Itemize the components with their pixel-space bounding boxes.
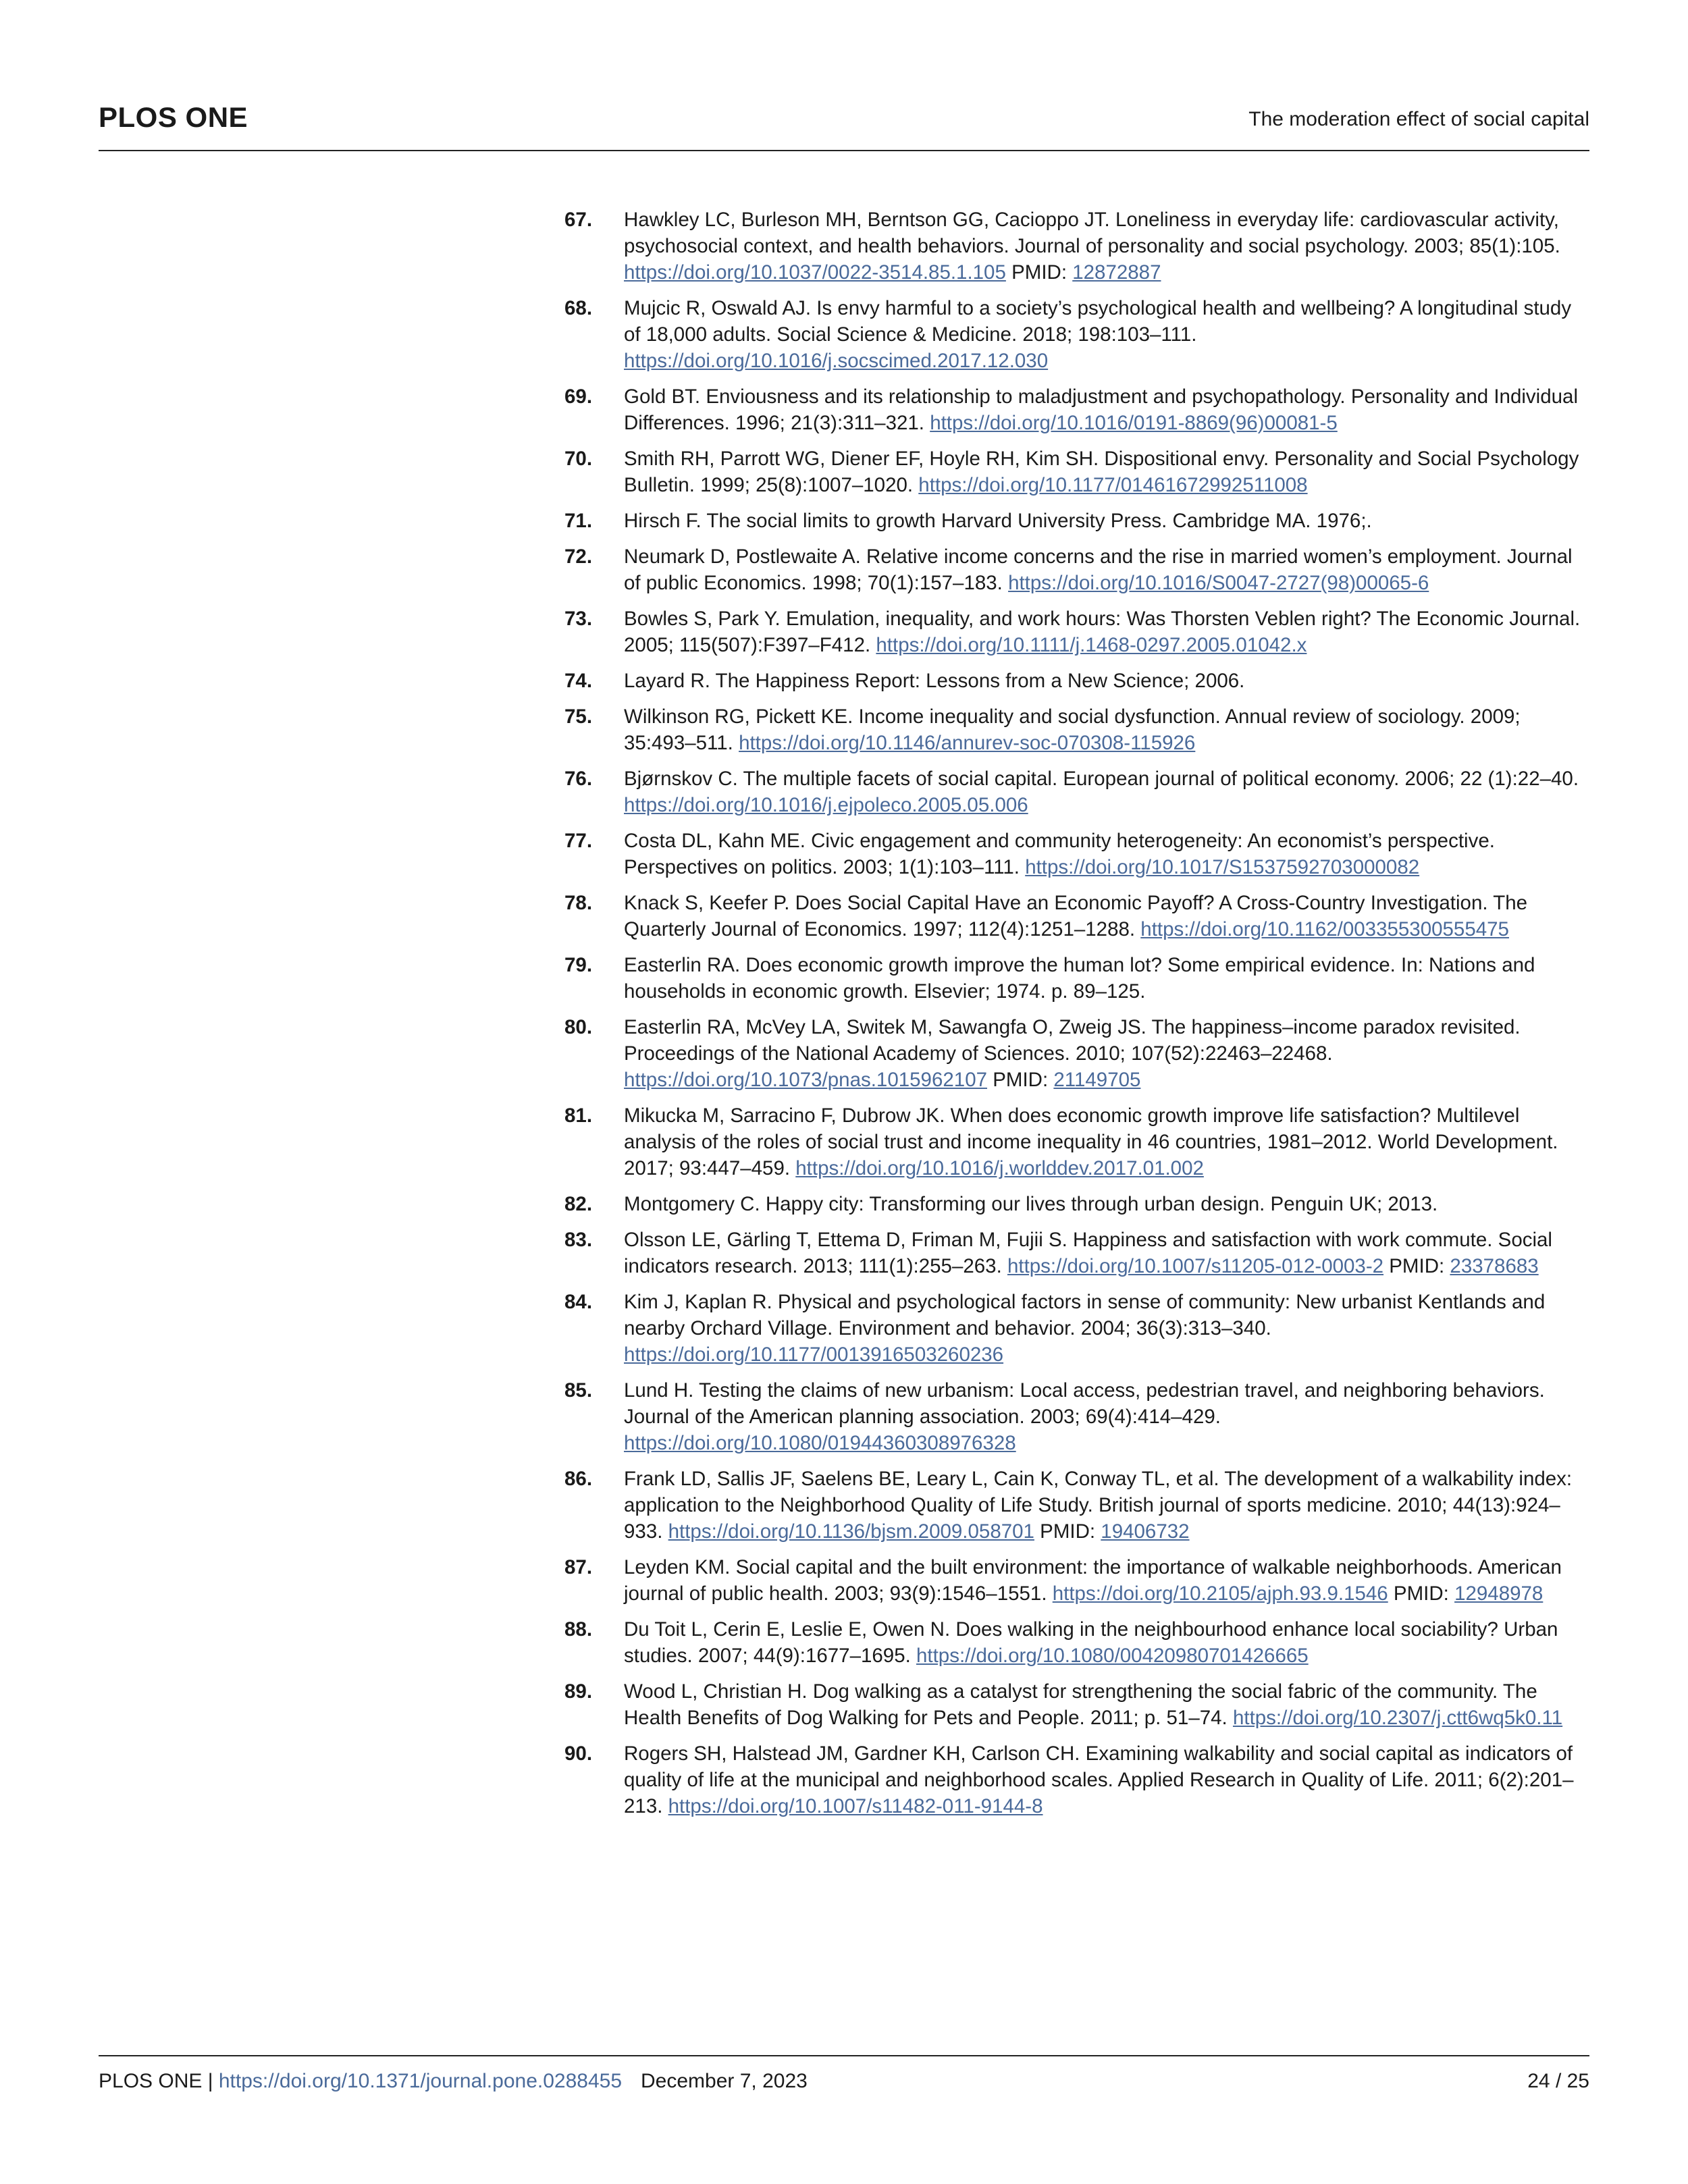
reference-number: 85. <box>564 1379 593 1402</box>
reference-pmid-label: PMID: <box>1383 1255 1450 1277</box>
reference-text: Mikucka M, Sarracino F, Dubrow JK. When does economic growth improve life satisfaction? Multilevel analysis of the roles of social trust and income inequality in 46 countries, 1981–2012. World Development. 2017; 93:447–459. <box>624 1104 1558 1179</box>
reference-number: 81. <box>564 1104 593 1127</box>
reference-text: Frank LD, Sallis JF, Saelens BE, Leary L, Cain K, Conway TL, et al. The development of a walkability index: application to the Neighborhood Quality of Life Study. British journal of sports medicine. 2010; 44(13):924–933. <box>624 1468 1573 1543</box>
reference-item <box>559 890 1592 942</box>
reference-pmid-link[interactable]: 21149705 <box>1053 1069 1141 1091</box>
reference-doi-link[interactable]: https://doi.org/10.1016/j.worlddev.2017.01.002 <box>795 1157 1204 1179</box>
reference-doi-link[interactable]: https://doi.org/10.2307/j.ctt6wq5k0.11 <box>1232 1707 1563 1729</box>
reference-doi-link[interactable]: https://doi.org/10.1016/j.ejpoleco.2005.05.006 <box>624 794 1028 816</box>
reference-doi-link[interactable]: https://doi.org/10.1016/j.socscimed.2017.12.030 <box>624 350 1049 372</box>
reference-text: Costa DL, Kahn ME. Civic engagement and community heterogeneity: An economist’s perspective. Perspectives on politics. 2003; 1(1):103–111. <box>624 830 1495 878</box>
reference-pmid-link[interactable]: 19406732 <box>1101 1520 1190 1543</box>
reference-text: Neumark D, Postlewaite A. Relative income concerns and the rise in married women’s employment. Journal of public Economics. 1998; 70(1):157–183. <box>624 545 1573 594</box>
reference-list <box>559 207 1592 1829</box>
page-number: 24 / 25 <box>1527 2070 1589 2092</box>
reference-doi-link[interactable]: https://doi.org/10.1037/0022-3514.85.1.105 <box>624 261 1006 284</box>
reference-text: Du Toit L, Cerin E, Leslie E, Owen N. Does walking in the neighbourhood enhance local sociability? Urban studies. 2007; 44(9):1677–1695. <box>624 1618 1558 1667</box>
reference-pmid-label: PMID: <box>987 1069 1054 1091</box>
reference-item <box>559 1102 1592 1181</box>
reference-text: Gold BT. Enviousness and its relationship to maladjustment and psychopathology. Personality and Individual Differences. 1996; 21(3):311–321. <box>624 385 1579 434</box>
reference-item <box>559 1678 1592 1731</box>
reference-text: Knack S, Keefer P. Does Social Capital Have an Economic Payoff? A Cross-Country Investigation. The Quarterly Journal of Economics. 1997; 112(4):1251–1288. <box>624 892 1528 940</box>
reference-item <box>559 1289 1592 1368</box>
reference-item <box>559 828 1592 880</box>
reference-doi-link[interactable]: https://doi.org/10.1017/S1537592703000082 <box>1025 856 1420 878</box>
reference-item <box>559 952 1592 1005</box>
reference-doi-link[interactable]: https://doi.org/10.1016/0191-8869(96)00081-5 <box>930 412 1338 434</box>
reference-doi-link[interactable]: https://doi.org/10.1162/003355300555475 <box>1140 918 1509 940</box>
reference-text: Hirsch F. The social limits to growth Harvard University Press. Cambridge MA. 1976;. <box>624 510 1372 532</box>
reference-text: Smith RH, Parrott WG, Diener EF, Hoyle RH, Kim SH. Dispositional envy. Personality and Social Psychology Bulletin. 1999; 25(8):1007–1020. <box>624 448 1579 496</box>
reference-number: 71. <box>564 510 593 532</box>
reference-number: 69. <box>564 385 593 408</box>
reference-doi-link[interactable]: https://doi.org/10.1007/s11482-011-9144-8 <box>668 1795 1043 1817</box>
reference-number: 84. <box>564 1291 593 1313</box>
reference-number: 89. <box>564 1680 593 1703</box>
reference-item <box>559 1191 1592 1217</box>
journal-name: PLOS ONE <box>99 101 248 133</box>
reference-item <box>559 1740 1592 1819</box>
reference-pmid-link[interactable]: 23378683 <box>1450 1255 1539 1277</box>
reference-text: Hawkley LC, Burleson MH, Berntson GG, Cacioppo JT. Loneliness in everyday life: cardiovascular activity, psychosocial context, and health behaviors. Journal of personality and social psychology. 2003; 85(1):105. <box>624 209 1560 257</box>
footer-date: December 7, 2023 <box>641 2070 808 2092</box>
reference-doi-link[interactable]: https://doi.org/10.1016/S0047-2727(98)00065-6 <box>1008 572 1429 594</box>
reference-number: 87. <box>564 1556 593 1578</box>
page-footer <box>99 2055 1589 2096</box>
reference-item <box>559 207 1592 286</box>
reference-number: 90. <box>564 1742 593 1765</box>
reference-number: 73. <box>564 608 593 630</box>
reference-item <box>559 1377 1592 1456</box>
reference-number: 78. <box>564 892 593 914</box>
reference-number: 68. <box>564 297 593 319</box>
reference-item <box>559 703 1592 756</box>
reference-pmid-label: PMID: <box>1034 1520 1101 1543</box>
reference-number: 82. <box>564 1193 593 1215</box>
reference-pmid-label: PMID: <box>1388 1582 1455 1605</box>
reference-pmid-link[interactable]: 12948978 <box>1454 1582 1544 1605</box>
reference-item <box>559 1554 1592 1607</box>
reference-number: 72. <box>564 545 593 568</box>
reference-item <box>559 606 1592 658</box>
reference-doi-link[interactable]: https://doi.org/10.1177/0013916503260236 <box>624 1343 1004 1366</box>
reference-number: 88. <box>564 1618 593 1641</box>
reference-item <box>559 446 1592 498</box>
reference-text: Olsson LE, Gärling T, Ettema D, Friman M, Fujii S. Happiness and satisfaction with work commute. Social indicators research. 2013; 111(1):255–263. <box>624 1229 1552 1277</box>
reference-item <box>559 543 1592 596</box>
reference-text: Mujcic R, Oswald AJ. Is envy harmful to a society’s psychological health and wellbeing? A longitudinal study of 18,000 adults. Social Science & Medicine. 2018; 198:103–111. <box>624 297 1572 346</box>
reference-text: Easterlin RA, McVey LA, Switek M, Sawangfa O, Zweig JS. The happiness–income paradox revisited. Proceedings of the National Academy of Sciences. 2010; 107(52):22463–22468. <box>624 1016 1521 1065</box>
running-title: The moderation effect of social capital <box>1248 108 1589 130</box>
reference-text: Easterlin RA. Does economic growth improve the human lot? Some empirical evidence. In: Nations and households in economic growth. Elsevier; 1974. p. 89–125. <box>624 954 1535 1003</box>
reference-text: Leyden KM. Social capital and the built environment: the importance of walkable neighborhoods. American journal of public health. 2003; 93(9):1546–1551. <box>624 1556 1562 1605</box>
reference-number: 80. <box>564 1016 593 1038</box>
reference-text: Kim J, Kaplan R. Physical and psychological factors in sense of community: New urbanist Kentlands and nearby Orchard Village. Environment and behavior. 2004; 36(3):313–340. <box>624 1291 1546 1339</box>
reference-item <box>559 1014 1592 1093</box>
reference-text: Rogers SH, Halstead JM, Gardner KH, Carlson CH. Examining walkability and social capital as indicators of quality of life at the municipal and neighborhood scales. Applied Research in Quality of Life. 2011; 6(2):201–213. <box>624 1742 1574 1817</box>
footer-journal: PLOS ONE | <box>99 2070 219 2092</box>
reference-number: 77. <box>564 830 593 852</box>
reference-doi-link[interactable]: https://doi.org/10.1080/00420980701426665 <box>916 1645 1309 1667</box>
reference-item <box>559 295 1592 374</box>
reference-item <box>559 383 1592 436</box>
reference-number: 83. <box>564 1229 593 1251</box>
reference-text: Lund H. Testing the claims of new urbanism: Local access, pedestrian travel, and neighboring behaviors. Journal of the American planning association. 2003; 69(4):414–429. <box>624 1379 1545 1428</box>
reference-doi-link[interactable]: https://doi.org/10.1080/01944360308976328 <box>624 1432 1016 1454</box>
footer-doi-link[interactable]: https://doi.org/10.1371/journal.pone.0288455 <box>218 2070 623 2092</box>
reference-doi-link[interactable]: https://doi.org/10.1111/j.1468-0297.2005.01042.x <box>876 634 1307 656</box>
reference-item <box>559 766 1592 818</box>
page-header <box>99 95 1589 151</box>
reference-number: 86. <box>564 1468 593 1490</box>
reference-item <box>559 668 1592 694</box>
reference-text: Wood L, Christian H. Dog walking as a catalyst for strengthening the social fabric of the community. The Health Benefits of Dog Walking for Pets and People. 2011; p. 51–74. <box>624 1680 1537 1729</box>
reference-doi-link[interactable]: https://doi.org/10.1073/pnas.1015962107 <box>624 1069 988 1091</box>
footer-citation <box>99 2070 808 2093</box>
reference-number: 75. <box>564 705 593 728</box>
reference-doi-link[interactable]: https://doi.org/10.1136/bjsm.2009.058701 <box>668 1520 1034 1543</box>
reference-item <box>559 1466 1592 1545</box>
reference-text: Wilkinson RG, Pickett KE. Income inequality and social dysfunction. Annual review of sociology. 2009; 35:493–511. <box>624 705 1521 754</box>
reference-doi-link[interactable]: https://doi.org/10.1007/s11205-012-0003-2 <box>1007 1255 1384 1277</box>
reference-number: 70. <box>564 448 593 470</box>
reference-text: Bjørnskov C. The multiple facets of social capital. European journal of political economy. 2006; 22 (1):22–40. <box>624 768 1579 790</box>
reference-number: 79. <box>564 954 593 976</box>
reference-item <box>559 1227 1592 1279</box>
reference-number: 67. <box>564 209 593 231</box>
reference-text: Bowles S, Park Y. Emulation, inequality, and work hours: Was Thorsten Veblen right? The Economic Journal. 2005; 115(507):F397–F412. <box>624 608 1581 656</box>
reference-pmid-label: PMID: <box>1005 261 1073 284</box>
reference-number: 74. <box>564 670 593 692</box>
reference-number: 76. <box>564 768 593 790</box>
reference-item <box>559 1616 1592 1669</box>
reference-item <box>559 508 1592 534</box>
reference-text: Layard R. The Happiness Report: Lessons from a New Science; 2006. <box>624 670 1245 692</box>
reference-pmid-link[interactable]: 12872887 <box>1072 261 1161 284</box>
reference-doi-link[interactable]: https://doi.org/10.1177/01461672992511008 <box>918 474 1308 496</box>
reference-doi-link[interactable]: https://doi.org/10.2105/ajph.93.9.1546 <box>1052 1582 1388 1605</box>
reference-text: Montgomery C. Happy city: Transforming our lives through urban design. Penguin UK; 2013. <box>624 1193 1438 1215</box>
reference-doi-link[interactable]: https://doi.org/10.1146/annurev-soc-070308-115926 <box>739 732 1196 754</box>
